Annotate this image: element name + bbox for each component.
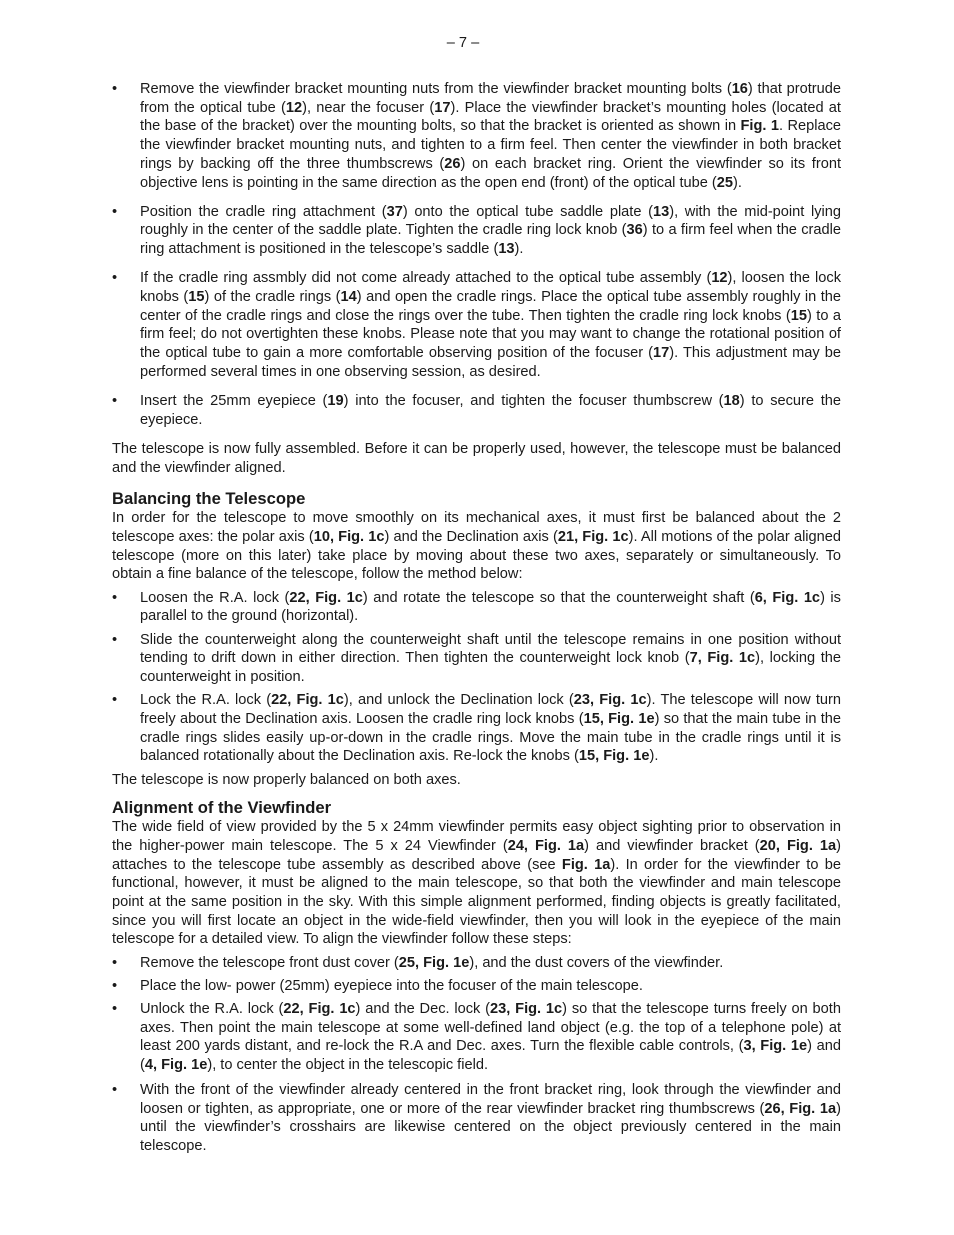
text-run: ), locking the counterweight in position. [140,650,841,685]
text-run: ) to a firm feel when the cradle ring attachment is positioned in the telescope’s saddle ( [140,222,841,258]
list-item [112,631,841,687]
list-item [112,80,841,192]
reference-number: 17 [434,99,451,116]
reference-number: 22, Fig. 1c [271,692,344,709]
text-run: ). This adjustment may be performed several times in one observing session, as desired. [140,345,841,380]
text-run: ) and the Declination axis ( [384,529,558,546]
alignment-final-step-list [112,1081,841,1156]
text-run: ) that protrude from the optical tube ( [140,81,841,116]
text-run: ) to secure the eyepiece. [140,393,841,428]
text-run: ). [649,748,659,765]
text-run: Remove the telescope front dust cover ( [140,954,399,971]
reference-number: 7, Fig. 1c [689,650,756,667]
reference-number: 15 [188,289,205,306]
text-run: Slide the counterweight along the counterweight shaft until the telescope remains in one position without tending to drift down in either direction. Then tighten the counterweight lock knob ( [140,631,841,667]
bullet-icon: • [112,393,118,410]
list-item [112,589,841,626]
balancing-closing: The telescope is now properly balanced on both axes. [112,771,461,788]
text-run: ). In order for the viewfinder to be functional, however, it must be aligned to the main telescope, so that both the viewfinder and main telescope point at the same position in the sky. With this simple alignment performed, finding objects is greatly facilitated, since you will first locate an object in the wide-field viewfinder, then you will look in the eyepiece of the main telescope for a detailed view. To align the viewfinder follow these steps: [112,856,841,948]
bullet-icon: • [112,589,118,606]
list-item [112,1000,841,1075]
text-run: ) attaches to the telescope tube assembly as described above (see [112,837,841,873]
text-run: ) to a firm feel; do not overtighten these knobs. Please note that you may want to change the rotational position of the optical tube to gain a more comfortable observing position of the focuser ( [140,307,841,362]
reference-number: 6, Fig. 1c [754,589,821,606]
reference-number: 4, Fig. 1e [144,1057,208,1074]
text-run: ). The telescope will now turn freely about the Declination axis. Loosen the cradle ring lock knobs ( [140,692,842,727]
text-run: . Replace the viewfinder bracket mounting nuts, and tighten to a firm feel. Then center the viewfinder in both bracket rings by backing off the three thumbscrews ( [140,118,841,172]
bullet-icon: • [112,1001,118,1018]
list-item [112,977,841,996]
reference-number: 18 [723,393,740,410]
text-run: ), with the mid-point lying roughly in the center of the saddle plate. Tighten the cradle ring lock knob ( [140,203,841,239]
text-run: In order for the telescope to move smoothly on its mechanical axes, it must first be balanced about the 2 telescope axes: the polar axis ( [112,510,841,546]
list-item [112,954,841,973]
alignment-steps-list [112,954,841,1075]
text-run: ) and rotate the telescope so that the counterweight shaft ( [362,589,755,606]
bullet-icon: • [112,692,118,709]
alignment-intro [112,818,841,949]
reference-number: 13 [652,203,670,220]
reference-number: 10, Fig. 1c [313,529,385,546]
text-run: Unlock the R.A. lock ( [140,1001,284,1018]
text-run: ), and the dust covers of the viewfinder. [469,954,724,971]
text-run: Place the low- power (25mm) eyepiece into the focuser of the main telescope. [140,977,643,994]
text-run: ), near the focuser ( [302,99,435,116]
list-item [112,1081,841,1156]
text-run: Insert the 25mm eyepiece ( [140,393,328,410]
text-run: ). [514,241,524,258]
list-item [112,203,841,259]
bullet-icon: • [112,203,118,220]
reference-number: 26 [444,155,461,172]
balancing-intro [112,509,841,584]
text-run: If the cradle ring assmbly did not come already attached to the optical tube assembly ( [140,270,712,287]
text-run: The wide field of view provided by the 5 x 24mm viewfinder permits easy object sighting prior to observation in the higher-power main telescope. The 5 x 24 Viewfinder ( [112,819,841,854]
bullet-icon: • [112,1081,118,1098]
text-run: ) and open the cradle rings. Place the optical tube assembly roughly in the center of the cradle rings and close the rings over the tube. Then tighten the cradle ring lock knobs ( [140,289,842,324]
bullet-icon: • [112,954,118,971]
reference-number: 37 [386,203,403,220]
text-run: ), and unlock the Declination lock ( [343,692,574,709]
reference-number: 15, Fig. 1e [578,748,650,765]
bullet-icon: • [112,81,118,97]
text-run: ) onto the optical tube saddle plate ( [402,203,653,220]
reference-number: Fig. 1a [561,856,611,873]
reference-number: 21, Fig. 1c [557,529,629,546]
reference-number: 23, Fig. 1c [490,1001,563,1018]
reference-number: 20, Fig. 1a [759,837,837,854]
reference-number: 16 [731,81,748,97]
balancing-heading: Balancing the Telescope [112,489,306,509]
bullet-icon: • [112,270,118,287]
reference-number: 24, Fig. 1a [507,837,585,854]
text-run: ) into the focuser, and tighten the focuser thumbscrew ( [343,393,724,410]
reference-number: 25 [716,174,734,191]
reference-number: 14 [340,289,357,306]
reference-number: 22, Fig. 1c [289,589,363,606]
assembly-steps-list [112,80,841,429]
bullet-icon: • [112,977,118,994]
text-run: ) until the viewfinder’s crosshairs are likewise centered on the object previously centered in the main telescope. [140,1100,841,1154]
balancing-steps-list [112,589,841,766]
list-item [112,392,841,429]
text-run: ) on each bracket ring. Orient the viewfinder so its front objective lens is pointing in the same direction as the open end (front) of the optical tube ( [140,155,841,191]
reference-number: Fig. 1 [740,118,779,135]
reference-number: 25, Fig. 1e [398,954,470,971]
reference-number: 22, Fig. 1c [283,1001,356,1018]
reference-number: 36 [626,222,643,239]
text-run: ), to center the object in the telescopic field. [207,1057,489,1074]
text-run: With the front of the viewfinder already centered in the front bracket ring, look through the viewfinder and loosen or tighten, as appropriate, one or more of the rear viewfinder bracket ring thumbscrews ( [140,1081,841,1117]
reference-number: 12 [711,270,728,287]
text-run: ) and the Dec. lock ( [355,1001,491,1018]
text-run: ) so that the telescope turns freely on both axes. Then point the main telescope at some well-defined land object (e.g. the top of a telephone pole) at least 200 yards distant, and re-lock the R.A and Dec. axes. Turn the flexible cable controls, ( [140,1001,841,1055]
text-run: ) of the cradle rings ( [204,289,341,306]
text-run: Position the cradle ring attachment ( [140,203,387,220]
text-run: ) so that the main tube in the cradle rings slides easily up-or-down in the cradle rings. Move the main tube in the cradle rings until it is balanced rotationally about the Declination axis. Re-lock the knobs ( [140,710,841,765]
text-run: ), loosen the lock knobs ( [140,270,841,306]
page-number: – 7 – [446,35,480,51]
reference-number: 13 [498,241,515,258]
reference-number: 3, Fig. 1e [743,1038,808,1055]
text-run: ) and viewfinder bracket ( [584,837,760,854]
reference-number: 17 [653,345,670,362]
reference-number: 15, Fig. 1e [583,710,655,727]
list-item [112,691,841,766]
assembled-paragraph: The telescope is now fully assembled. Before it can be properly used, however, the telescope must be balanced and the viewfinder aligned. [112,440,841,476]
text-run: ). [733,174,742,191]
text-run: ) is parallel to the ground (horizontal). [140,589,841,625]
reference-number: 19 [327,393,344,410]
list-item [112,269,841,381]
bullet-icon: • [112,631,118,648]
text-run: ). All motions of the polar aligned telescope (more on this later) take place by moving about these two axes, separately or simultaneously. To obtain a fine balance of the telescope, follow the method below: [112,529,842,583]
reference-number: 15 [790,307,807,324]
reference-number: 26, Fig. 1a [764,1100,837,1117]
text-run: ). Place the viewfinder bracket’s mounting holes (located at the base of the bracket) over the mounting bolts, so that the bracket is oriented as shown in [140,99,841,135]
page-content [112,80,841,1166]
alignment-heading: Alignment of the Viewfinder [112,798,332,818]
reference-number: 23, Fig. 1c [573,692,647,709]
text-run: Lock the R.A. lock ( [140,692,272,709]
reference-number: 12 [285,99,303,116]
text-run: Loosen the R.A. lock ( [140,589,290,606]
text-run: ) and ( [140,1038,842,1074]
text-run: Remove the viewfinder bracket mounting nuts from the viewfinder bracket mounting bolts ( [140,81,732,97]
